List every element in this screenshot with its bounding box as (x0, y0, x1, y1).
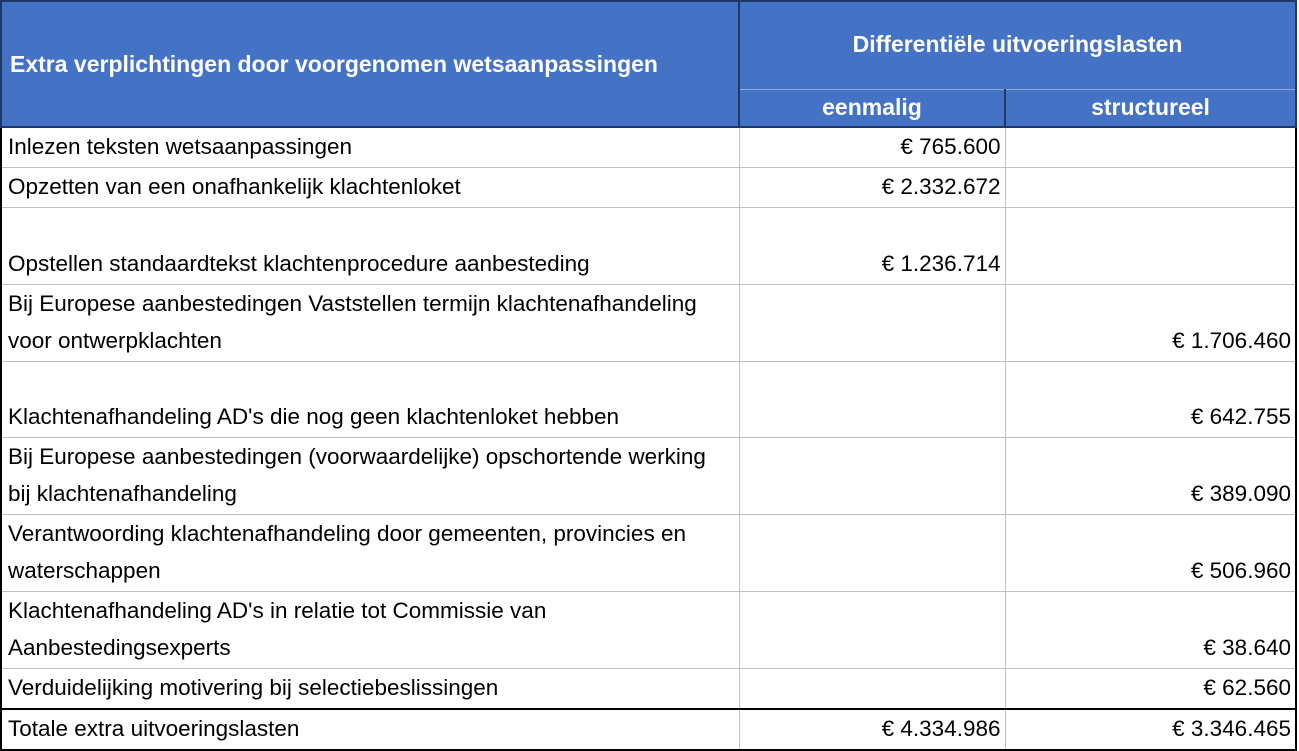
column-header-group-costs: Differentiële uitvoeringslasten (739, 1, 1296, 89)
row-eenmalig (739, 592, 1005, 669)
column-header-structureel: structureel (1005, 89, 1296, 127)
row-eenmalig (739, 362, 1005, 438)
row-description: Bij Europese aanbestedingen (voorwaardelijke) opschortende werking bij klachtenafhandeling (1, 438, 739, 515)
row-description: Opzetten van een onafhankelijk klachtenloket (1, 168, 739, 208)
row-structureel (1005, 168, 1296, 208)
row-structureel: € 642.755 (1005, 362, 1296, 438)
table-row (1, 669, 1296, 710)
row-structureel (1005, 127, 1296, 168)
table-row (1, 515, 1296, 592)
table-row (1, 285, 1296, 362)
row-structureel: € 38.640 (1005, 592, 1296, 669)
row-description: Klachtenafhandeling AD's in relatie tot Commissie van Aanbestedingsexperts (1, 592, 739, 669)
table-row (1, 208, 1296, 285)
row-structureel: € 389.090 (1005, 438, 1296, 515)
table-row (1, 438, 1296, 515)
row-description: Bij Europese aanbestedingen Vaststellen termijn klachtenafhandeling voor ontwerpklachten (1, 285, 739, 362)
column-header-obligations: Extra verplichtingen door voorgenomen wetsaanpassingen (1, 1, 739, 127)
row-eenmalig (739, 438, 1005, 515)
table-row (1, 127, 1296, 168)
total-structureel: € 3.346.465 (1005, 709, 1296, 750)
total-description: Totale extra uitvoeringslasten (1, 709, 739, 750)
header-row-top (1, 1, 1296, 89)
row-eenmalig (739, 285, 1005, 362)
total-eenmalig: € 4.334.986 (739, 709, 1005, 750)
table-row (1, 362, 1296, 438)
row-description: Opstellen standaardtekst klachtenprocedure aanbesteding (1, 208, 739, 285)
row-description: Klachtenafhandeling AD's die nog geen klachtenloket hebben (1, 362, 739, 438)
total-row (1, 709, 1296, 750)
row-eenmalig: € 2.332.672 (739, 168, 1005, 208)
table-row (1, 592, 1296, 669)
table-row (1, 168, 1296, 208)
row-structureel: € 62.560 (1005, 669, 1296, 710)
row-description: Verduidelijking motivering bij selectiebeslissingen (1, 669, 739, 710)
column-header-eenmalig: eenmalig (739, 89, 1005, 127)
row-eenmalig: € 1.236.714 (739, 208, 1005, 285)
row-eenmalig (739, 669, 1005, 710)
row-eenmalig (739, 515, 1005, 592)
row-structureel (1005, 208, 1296, 285)
row-eenmalig: € 765.600 (739, 127, 1005, 168)
row-description: Inlezen teksten wetsaanpassingen (1, 127, 739, 168)
row-structureel: € 506.960 (1005, 515, 1296, 592)
row-structureel: € 1.706.460 (1005, 285, 1296, 362)
row-description: Verantwoording klachtenafhandeling door gemeenten, provincies en waterschappen (1, 515, 739, 592)
